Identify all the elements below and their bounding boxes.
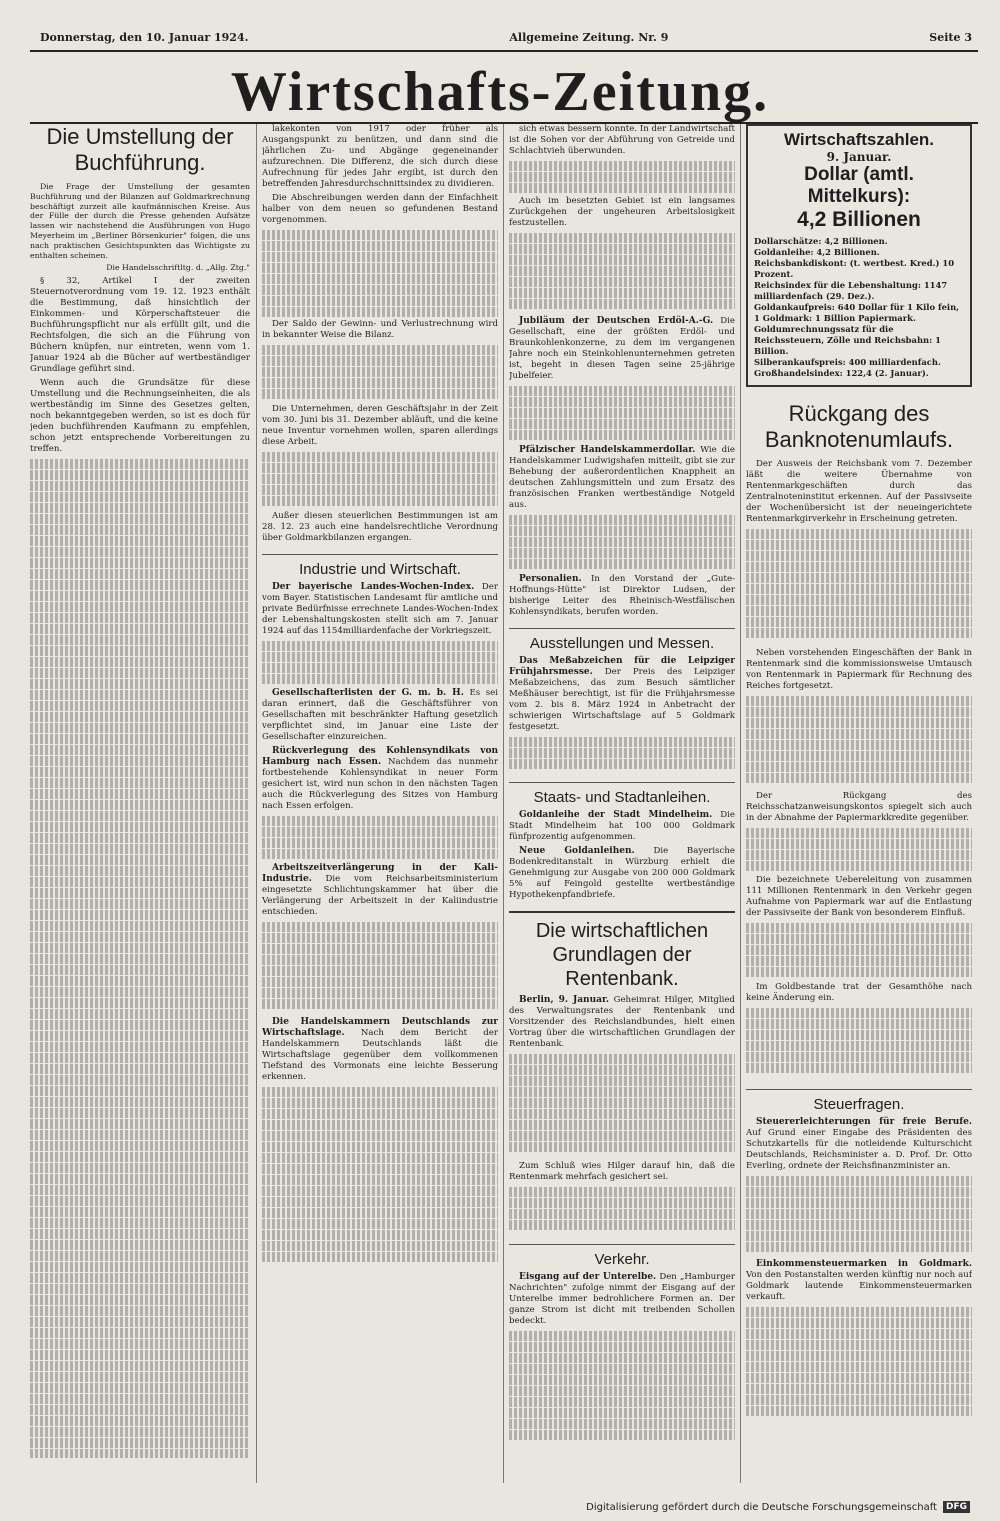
- section-heading-steuerfragen: Steuerfragen.: [746, 1089, 972, 1113]
- news-item-text: Die Bayerische Bodenkreditanstalt in Würzburg erhielt die Genehmigung zur Ausgabe von 200 000 Goldmark 5% auf Feingold gestellte wertbeständige Hypothekenpfandbriefe.: [509, 846, 735, 900]
- subheading: Personalien.: [519, 574, 582, 584]
- rate-row: Silberankaufspreis: 400 milliardenfach.: [754, 357, 941, 367]
- rate-row: Reichsindex für die Lebenshaltung: 1147 milliardenfach (29. Dez.).: [754, 280, 948, 301]
- header-date: Donnerstag, den 10. Januar 1924.: [40, 30, 249, 44]
- article-text-block: [509, 1330, 735, 1450]
- header-paper-name: Allgemeine Zeitung. Nr. 9: [509, 30, 669, 44]
- article-text-block: [262, 921, 498, 1017]
- section-heading-anleihen: Staats- und Stadtanleihen.: [509, 782, 735, 806]
- article-text-block: [746, 922, 972, 982]
- article-text-block: [746, 827, 972, 875]
- article-text-block: [262, 344, 498, 404]
- column-4: [746, 124, 972, 1483]
- page-header: [40, 28, 972, 46]
- headline-umstellung: Die Umstellung der Buchführung.: [46, 124, 234, 175]
- article-paragraph: Wenn auch die Grundsätze für diese Umstellung und die Rechnungseinheiten, die als wertbeständig im Sinne des Gesetzes gelten, noch bekanntgegeben werden, so ist es doch für jeden buchführenden Kaufmann zu empfehlen, schon jetzt entsprechende Vorbereitungen zu treffen.: [30, 378, 250, 455]
- news-item-text: Die Gesellschaft, eine der größten Erdöl- und Braunkohlenkonzerne, zu dem im vergangenen Jahre noch ein Steinkohlenunternehmen getreten ist, begeht in diesen Tagen seine 25-jährige Jubelfeier.: [509, 316, 735, 381]
- dollar-rate-value: 4,2 Billionen: [797, 208, 921, 231]
- article-paragraph: Die bezeichnete Uebereleitung von zusammen 111 Millionen Rentenmark in den Verkehr gegen Aufnahme von Papiermark war auf die Entlastung der Passivseite der Bank von besonderem Einfluß.: [746, 875, 972, 918]
- article-text-block: [262, 815, 498, 863]
- article-text-block: [262, 1086, 498, 1286]
- subheading: Jubiläum der Deutschen Erdöl-A.-G.: [519, 316, 714, 326]
- article-paragraph: Der Ausweis der Reichsbank vom 7. Dezember läßt die weitere Übernahme von Rentenmarkgeschäften durch das Zentralnoteninstitut erkennen. Auf der Passivseite der Wochenübersicht ist der neueingerichtete Rentenmarkgirverkehr in Erscheinung getreten.: [746, 459, 972, 524]
- headline-rentenbank: Die wirtschaftlichen Grundlagen der Rentenbank.: [509, 911, 735, 991]
- news-item-text: Der Preis des Leipziger Meßabzeichens, das zum Besuch sämtlicher Meßhäuser berechtigt, ist für die Frühjahrsmesse vom 2. bis 8. März 1924 in Anbetracht der schwierigen Wirtschaftslage auf 5 Goldmark festgesetzt.: [509, 667, 735, 732]
- article-paragraph: Der Rückgang des Reichsschatzanweisungskontos spiegelt sich auch in der Abnahme der Papiermarkkredite gegenüber.: [746, 791, 972, 823]
- subheading: Rückverlegung des Kohlensyndikats von Hamburg nach Essen.: [262, 746, 498, 767]
- article-text-block: [509, 160, 735, 196]
- wirtschaftszahlen-list: [754, 236, 964, 379]
- news-item-text: Es sei daran erinnert, daß die Geschäftsführer von Gesellschaften mit beschränkter Haftung gesetzlich verpflichtet sind, im Januar eine Liste der Gesellschafter einzureichen.: [262, 688, 498, 742]
- article-paragraph: Zum Schluß wies Hilger darauf hin, daß die Rentenmark mehrfach gesichert sei.: [509, 1161, 735, 1182]
- article-paragraph: Außer diesen steuerlichen Bestimmungen ist am 28. 12. 23 auch eine handelsrechtliche Verordnung über Goldmarkbilanzen ergangen.: [262, 511, 498, 543]
- article-text-block: [746, 1007, 972, 1079]
- news-item-text: Nach dem Bericht der Handelskammern Deutschlands läßt die Wirtschaftslage gegenüber dem vollkommenen Tiefstand des Vormonats eine leichte Besserung erkennen.: [262, 1028, 498, 1082]
- article-text-block: [262, 229, 498, 319]
- news-item-text: Den „Hamburger Nachrichten" zufolge nimmt der Eisgang auf der Unterelbe immer bedrohlichere Formen an. Der ganze Strom ist dicht mit treibenden Schollen bedeckt.: [509, 1272, 735, 1326]
- subheading: Arbeitszeitverlängerung in der Kali-Industrie.: [262, 863, 498, 884]
- column-1: [30, 124, 250, 1483]
- section-heading-verkehr: Verkehr.: [509, 1244, 735, 1268]
- news-item-text: Der vom Bayer. Statistischen Landesamt für amtliche und private Bedürfnisse errechnete Landes-Wochen-Index der Lebenshaltungskosten stellt sich am 7. Januar 1924 auf das 1154milliardenfache der Vorkriegszeit.: [262, 582, 498, 636]
- news-item-text: In den Vorstand der „Gute-Hoffnungs-Hütte" ist Direktor Ludsen, der bisherige Leiter des Rheinisch-Westfälischen Kohlensyndikats, berufen worden.: [509, 574, 735, 617]
- article-text-block: [746, 695, 972, 791]
- column-divider: [503, 124, 504, 1483]
- subheading: Steuererleichterungen für freie Berufe.: [756, 1117, 972, 1127]
- article-text-block: [509, 1186, 735, 1234]
- article-text-block: [262, 640, 498, 688]
- section-heading-ausstellungen: Ausstellungen und Messen.: [509, 628, 735, 652]
- article-paragraph: Die Unternehmen, deren Geschäftsjahr in der Zeit vom 30. Juni bis 31. Dezember abläuft, und die keine neue Inventur vornehmen wollen, sparen allerdings diese Arbeit.: [262, 404, 498, 447]
- article-paragraph: Auch im besetzten Gebiet ist ein langsames Zurückgehen der ungeheuren Arbeitslosigkeit festzustellen.: [509, 196, 735, 228]
- rate-row: Großhandelsindex: 122,4 (2. Januar).: [754, 368, 929, 378]
- article-paragraph: lakekonten von 1917 oder früher als Ausgangspunkt zu benützen, und dann sind die jährlichen Zu- und Abgänge gegeneinander aufzurechnen. Die Differenz, die sich durch diese Aufrechnung für jedes Jahr ergibt, ist durch den betreffenden Jahresdurchschnittsindex zu dividieren.: [262, 124, 498, 189]
- dfg-logo: DFG: [943, 1501, 970, 1513]
- article-paragraph: Die Abschreibungen werden dann der Einfachheit halber von dem neuen so gefundenen Bestand vorgenommen.: [262, 193, 498, 225]
- column-2: [262, 124, 498, 1483]
- subheading: Gesellschafterlisten der G. m. b. H.: [272, 688, 464, 698]
- rate-row: Goldankaufpreis: 640 Dollar für 1 Kilo fein, 1 Goldmark: 1 Billion Papiermark.: [754, 302, 960, 323]
- article-text-block: [30, 458, 250, 1458]
- rate-row: Goldumrechnungssatz für die Reichssteuern, Zölle und Reichsbahn: 1 Billion.: [754, 324, 941, 356]
- article-intro: Die Frage der Umstellung der gesamten Buchführung und der Bilanzen auf Goldmarkrechnung beschäftigt zurzeit alle kaufmännischen Kreise. Aus der Fülle der durch die Presse gehenden Aufsätze lassen wir nachstehend die Ausführungen von Hugo Meyerheim im „Berliner Börsenkurier" folgen, die uns nach praktischen Gesichtspunkten das Wichtigste zu enthalten scheinen.: [30, 182, 250, 260]
- article-text-block: [509, 385, 735, 445]
- article-text-block: [509, 514, 735, 574]
- news-item-text: Geheimrat Hilger, Mitglied des Verwaltungsrates der Rentenbank und Vorsitzender des Reichslandbundes, hielt einen Vortrag über die wirtschaftlichen Grundlagen der Rentenbank.: [509, 995, 735, 1049]
- article-paragraph: Der Saldo der Gewinn- und Verlustrechnung wird in bekannter Weise die Bilanz.: [262, 319, 498, 340]
- rate-row: Dollarschätze: 4,2 Billionen.: [754, 236, 888, 246]
- rate-row: Goldanleihe: 4,2 Billionen.: [754, 247, 880, 257]
- subheading: Goldanleihe der Stadt Mindelheim.: [519, 810, 713, 820]
- digitization-credit: [586, 1501, 970, 1513]
- header-rule: [30, 50, 978, 52]
- news-item-text: Die Stadt Mindelheim hat 100 000 Goldmark fünfprozentig aufgenommen.: [509, 810, 735, 842]
- article-text-block: [746, 528, 972, 648]
- article-paragraph: sich etwas bessern konnte. In der Landwirtschaft ist die Sohen vor der Abführung von Getreide und Schlachtvieh überwunden.: [509, 124, 735, 156]
- wirtschaftszahlen-title: Wirtschaftszahlen.: [783, 130, 935, 149]
- article-text-block: [746, 1306, 972, 1426]
- article-intro-signature: Die Handelsschriftltg. d. „Allg. Ztg.": [106, 263, 250, 273]
- rate-row: Reichsbankdiskont: (t. wertbest. Kred.) 10 Prozent.: [754, 258, 955, 279]
- subheading: Pfälzischer Handelskammerdollar.: [519, 445, 696, 455]
- header-page-number: Seite 3: [929, 30, 972, 44]
- article-text-block: [509, 736, 735, 772]
- article-text-block: [262, 451, 498, 511]
- article-text-block: [746, 1175, 972, 1259]
- article-paragraph: § 32, Artikel I der zweiten Steuernotverordnung vom 19. 12. 1923 enthält die Bestimmung, daß hinsichtlich der Einkommen- und Körperschaftsteuer die Buchführungspflicht nur als erfüllt gilt, und die Rechtsfolgen, die sich an die Führung von Büchern knüpfen, nur eintreten, wenn vom 1. Januar 1924 ab die Bücher auf wertbeständiger Grundlage geführt sind.: [30, 276, 250, 375]
- subheading: Berlin, 9. Januar.: [519, 995, 610, 1005]
- subheading: Der bayerische Landes-Wochen-Index.: [272, 582, 475, 592]
- column-divider: [256, 124, 257, 1483]
- credit-text: Digitalisierung gefördert durch die Deutsche Forschungsgemeinschaft: [586, 1501, 937, 1513]
- subheading: Eisgang auf der Unterelbe.: [519, 1272, 657, 1282]
- article-text-block: [509, 232, 735, 316]
- wirtschaftszahlen-date: 9. Januar.: [826, 150, 892, 164]
- news-item-text: Von den Postanstalten werden künftig nur noch auf Goldmark lautende Einkommensteuermarken verkauft.: [746, 1270, 972, 1302]
- section-heading-industrie: Industrie und Wirtschaft.: [262, 554, 498, 578]
- article-text-block: [509, 1053, 735, 1161]
- subheading: Einkommensteuermarken in Goldmark.: [756, 1259, 972, 1269]
- section-title: Wirtschafts-Zeitung.: [230, 61, 770, 123]
- news-item-text: Nachdem das nunmehr fortbestehende Kohlensyndikat in neuer Form gesichert ist, wird nun schon in den nächsten Tagen auch die Rückverlegung des Sitzes von Hamburg nach Essen erfolgen.: [262, 757, 498, 811]
- headline-banknotenumlauf: Rückgang des Banknotenumlaufs.: [764, 401, 954, 452]
- dollar-rate-label: Dollar (amtl. Mittelkurs):: [804, 164, 914, 207]
- news-item-text: Auf Grund einer Eingabe des Präsidenten des Schutzkartells für die notleidende Kulturschicht Deutschlands, Reichsminister a. D. Prof. Dr. Otto Everling, ordnete der Reichsfinanzminister an.: [746, 1128, 972, 1171]
- news-item-text: Wie die Handelskammer Ludwigshafen mitteilt, gibt sie zur Behebung der außerordentlichen Knappheit an deutschen Zahlungsmitteln und zum Ersatz des französischen Franken wertbeständige Notgeld aus.: [509, 445, 735, 510]
- column-divider: [740, 124, 741, 1483]
- article-paragraph: Im Goldbestande trat der Gesamthöhe nach keine Änderung ein.: [746, 982, 972, 1003]
- subheading: Die Handelskammern Deutschlands zur Wirtschaftslage.: [262, 1017, 498, 1038]
- subheading: Neue Goldanleihen.: [519, 846, 635, 856]
- column-3: [509, 124, 735, 1483]
- subheading: Das Meßabzeichen für die Leipziger Frühjahrsmesse.: [509, 656, 735, 677]
- news-item-text: Die vom Reichsarbeitsministerium eingesetzte Schlichtungskammer hat über die Verlängerung der Arbeitszeit in der Kaliindustrie entschieden.: [262, 874, 498, 917]
- article-paragraph: Neben vorstehenden Eingeschäften der Bank in Rentenmark sind die kommissionsweise Umtausch von Rentenmark in Papiermark für Rechnung des Reiches fortgesetzt.: [746, 648, 972, 691]
- wirtschaftszahlen-box: [746, 124, 972, 387]
